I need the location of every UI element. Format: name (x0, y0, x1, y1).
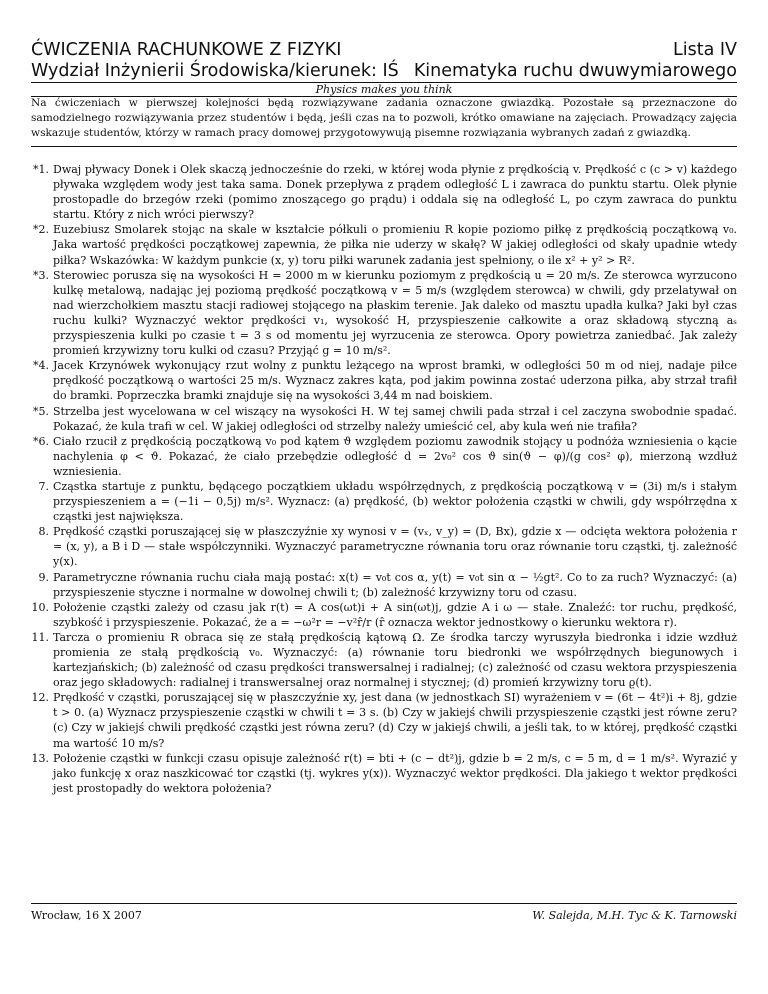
problem-number: 13. (31, 751, 49, 765)
problem-text: Prędkość cząstki poruszającej się w płaszczyźnie xy wynosi v = (vₓ, v_y) = (D, Bx), gdzie x — odcięta wektora położenia r = (x, y), a B i D — stałe współczynniki. Wyznaczyć parametryczne równania toru oraz równanie toru cząstki, tj. zależność y(x). (53, 525, 737, 569)
problem-item (31, 690, 737, 750)
problem-number: 8. (38, 525, 49, 539)
problem-text: Euzebiusz Smolarek stojąc na skale w kształcie półkuli o promieniu R kopie poziomo piłkę z prędkością początkową v₀. Jaka wartość prędkości początkowej zapewnia, że piłka nie uderzy w skałę? W jakiej odległości od skały upadnie wtedy piłka? Wskazówka: W każdym punkcie (x, y) toru piłki warunek zadania jest spełniony, o ile x² + y² > R². (53, 223, 737, 267)
footer-authors: W. Salejda, M.H. Tyc & K. Tarnowski (532, 909, 737, 922)
problem-number: 9. (38, 570, 49, 584)
problem-item (31, 630, 737, 690)
footer-rule (31, 903, 737, 904)
problem-number: *2. (33, 223, 49, 237)
problem-text: Strzelba jest wycelowana w cel wiszący na wysokości H. W tej samej chwili pada strzał i cel zaczyna swobodnie spadać. Pokazać, że kula trafi w cel. W jakiej odległości od strzelby należy umieścić cel, aby kula weń nie trafiła? (53, 404, 737, 433)
problem-item (31, 434, 737, 479)
problem-item (31, 751, 737, 796)
problem-text: Cząstka startuje z punktu, będącego początkiem układu współrzędnych, z prędkością początkową v = (3i) m/s i stałym przyspieszeniem a = (−1i − 0,5j) m/s². Wyznacz: (a) prędkość, (b) wektor położenia cząstki w chwili, gdy współrzędna x cząstki jest największa. (53, 479, 737, 524)
document-title: ĆWICZENIA RACHUNKOWE Z FIZYKI (31, 40, 342, 60)
list-number: Lista IV (672, 40, 737, 60)
problem-number: 10. (31, 600, 49, 614)
problem-number: *1. (33, 163, 49, 176)
problem-text: Tarcza o promieniu R obraca się ze stałą prędkością kątową Ω. Ze środka tarczy wyruszyła biedronka i idzie wzdłuż promienia ze stałą prędkością v₀. Wyznaczyć: (a) równanie toru biedronki we współrzędnych biegunowych i kartezjańskich; (b) zależność od czasu prędkości transwersalnej i radialnej; (c) zależność od czasu wektora przyspieszenia oraz jego składowych: radialnej i transwersalnej oraz normalnej i stycznej; (d) promień krzywizny toru ϱ(t). (53, 630, 737, 690)
problem-item (31, 162, 737, 222)
intro-paragraph: Na ćwiczeniach w pierwszej kolejności będą rozwiązywane zadania oznaczone gwiazdką. Pozostałe są przeznaczone do samodzielnego rozwiązywania przez studentów i będą, jeśli czas na to pozwoli, krótko omawiane na zajęciach. Prowadzący zajęcia wskazuje studentów, którzy w ramach pracy domowej przygotowywują pisemne rozwiązania wybranych zadań z gwiazdką. (31, 97, 737, 139)
problem-text: Jacek Krzynówek wykonujący rzut wolny z punktu leżącego na wprost bramki, w odległości 50 m od niej, nadaje piłce prędkość początkową o wartości 25 m/s. Wyznacz zakres kąta, pod jakim powinna zostać uderzona piłka, aby strzał trafił do bramki. Poprzeczka bramki znajduje się na wysokości 3,44 m nad boiskiem. (53, 359, 737, 403)
faculty-line: Wydział Inżynierii Środowiska/kierunek: IŚ (31, 61, 399, 81)
problem-number: *5. (33, 404, 49, 418)
problem-number: *6. (33, 434, 49, 448)
problem-text: Ciało rzucił z prędkością początkową v₀ pod kątem ϑ względem poziomu zawodnik stojący u podnóża wzniesienia o kącie nachylenia φ < ϑ. Pokazać, że ciało przebędzie odległość d = 2v₀² cos ϑ sin(ϑ − φ)/(g cos² φ), mierzoną wzdłuż wzniesienia. (53, 434, 737, 478)
problem-number: 7. (38, 479, 49, 493)
problem-item (31, 268, 737, 359)
problem-item (31, 600, 737, 630)
problem-item (31, 570, 737, 600)
motto: Physics makes you think (315, 83, 453, 96)
topic-title: Kinematyka ruchu dwuwymiarowego (413, 61, 737, 81)
header-left (31, 40, 399, 82)
problem-list (31, 162, 737, 796)
problem-number: 11. (31, 630, 49, 644)
problem-text: Prędkość v cząstki, poruszającej się w płaszczyźnie xy, jest dana (w jednostkach SI) wyrażeniem v = (6t − 4t²)i + 8j, gdzie t > 0. (a) Wyznacz przyspieszenie cząstki w chwili t = 3 s. (b) Czy w jakiejś chwili przyspieszenie cząstki jest równe zeru? (c) Czy w jakiejś chwili prędkość cząstki jest równa zeru? (d) Czy w jakiejś chwili, a jeśli tak, to w której, prędkość cząstki ma wartość 10 m/s? (53, 691, 737, 750)
problem-number: *3. (33, 268, 49, 282)
problem-text: Położenie cząstki w funkcji czasu opisuje zależność r(t) = bti + (c − dt²)j, gdzie b = 2 m/s, c = 5 m, d = 1 m/s². Wyrazić y jako funkcję x oraz naszkicować tor cząstki (tj. wykres y(x)). Wyznaczyć wektor prędkości. Dla jakiego t wektor prędkości jest prostopadły do wektora położenia? (53, 751, 737, 795)
problem-item (31, 358, 737, 403)
header-right (414, 40, 737, 82)
problem-text: Dwaj pływacy Donek i Olek skaczą jednocześnie do rzeki, w której woda płynie z prędkością v. Prędkość c (c > v) każdego pływaka względem wody jest taka sama. Donek przepływa z prądem odległość L i zawraca do punktu startu. Olek płynie prostopadle do brzegów rzeki (pomimo znoszącego go prądu) i oddala się na odległość L, po czym zawraca do punktu startu. Który z nich wróci pierwszy? (53, 163, 737, 222)
problem-item (31, 222, 737, 267)
footer-place-date: Wrocław, 16 X 2007 (31, 909, 142, 922)
problem-text: Położenie cząstki zależy od czasu jak r(t) = A cos(ωt)i + A sin(ωt)j, gdzie A i ω — stałe. Znaleźć: tor ruchu, prędkość, szybkość i przyspieszenie. Pokazać, że a = −ω²r = −v²r̂/r (r̂ oznacza wektor jednostkowy o kierunku wektora r). (53, 600, 737, 629)
intro-rule (31, 146, 737, 147)
problem-number: *4. (33, 359, 49, 373)
problem-item (31, 404, 737, 434)
problem-number: 12. (31, 691, 49, 705)
problem-text: Sterowiec porusza się na wysokości H = 2000 m w kierunku poziomym z prędkością u = 20 m/s. Ze sterowca wyrzucono kulkę metalową, nadając jej poziomą prędkość początkową v = 5 m/s (względem sterowca) w chwili, gdy przelatywał on nad wierzchołkiem masztu stacji radiowej stojącego na płaskim terenie. Jak daleko od masztu upadła kulka? Jaki był czas ruchu kulki? Wyznaczyć wektor prędkości v₁, wysokość H, przyspieszenie całkowite a oraz składową styczną aₛ przyspieszenia kulki po czasie t = 3 s od momentu jej wyrzucenia ze sterowca. Opory powietrza zaniedbać. Jak zależy promień krzywizny toru kulki od czasu? Przyjąć g = 10 m/s². (53, 268, 737, 358)
problem-item (31, 479, 737, 524)
problem-item (31, 524, 737, 569)
problem-text: Parametryczne równania ruchu ciała mają postać: x(t) = v₀t cos α, y(t) = v₀t sin α − ½gt². Co to za ruch? Wyznaczyć: (a) przyspieszenie styczne i normalne w dowolnej chwili t; (b) zależność krzywizny toru od czasu. (53, 570, 737, 599)
